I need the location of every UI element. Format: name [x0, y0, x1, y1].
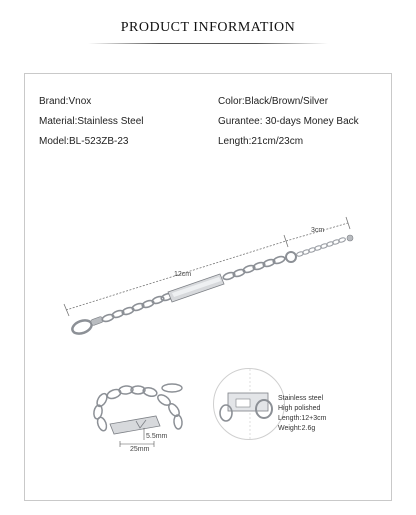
extension-length-label: 3cm [311, 227, 325, 234]
plate-width-label: 25mm [130, 446, 150, 453]
spec-guarantee: Gurantee: 30-days Money Back [218, 116, 359, 127]
clasp-detail-image [214, 369, 285, 440]
id-plate [168, 274, 224, 302]
end-drop [347, 235, 353, 241]
chain-right [222, 255, 285, 280]
extension-chain [296, 237, 346, 257]
spec-length: Length:21cm/23cm [218, 136, 304, 147]
small-id-plate [110, 416, 160, 434]
chain-left [101, 292, 173, 322]
spec-model: Model:BL-523ZB-23 [39, 136, 129, 147]
page-title: PRODUCT INFORMATION [120, 20, 296, 35]
detail-weight: Weight:2.6g [278, 425, 316, 432]
detail-length: Length:12+3cm [278, 415, 327, 422]
lobster-clasp [71, 316, 104, 336]
detail-finish: High polished [278, 405, 321, 412]
jump-ring [286, 252, 296, 262]
detail-magnifier-circle [213, 368, 285, 440]
spec-brand: Brand:Vnox [39, 96, 92, 107]
spec-color: Color:Black/Brown/Silver [218, 96, 329, 107]
plate-height-label: 5.5mm [146, 433, 168, 440]
detail-material: Stainless steel [278, 395, 324, 402]
spec-material: Material:Stainless Steel [39, 116, 144, 127]
total-length-label: 12cm [174, 271, 192, 278]
